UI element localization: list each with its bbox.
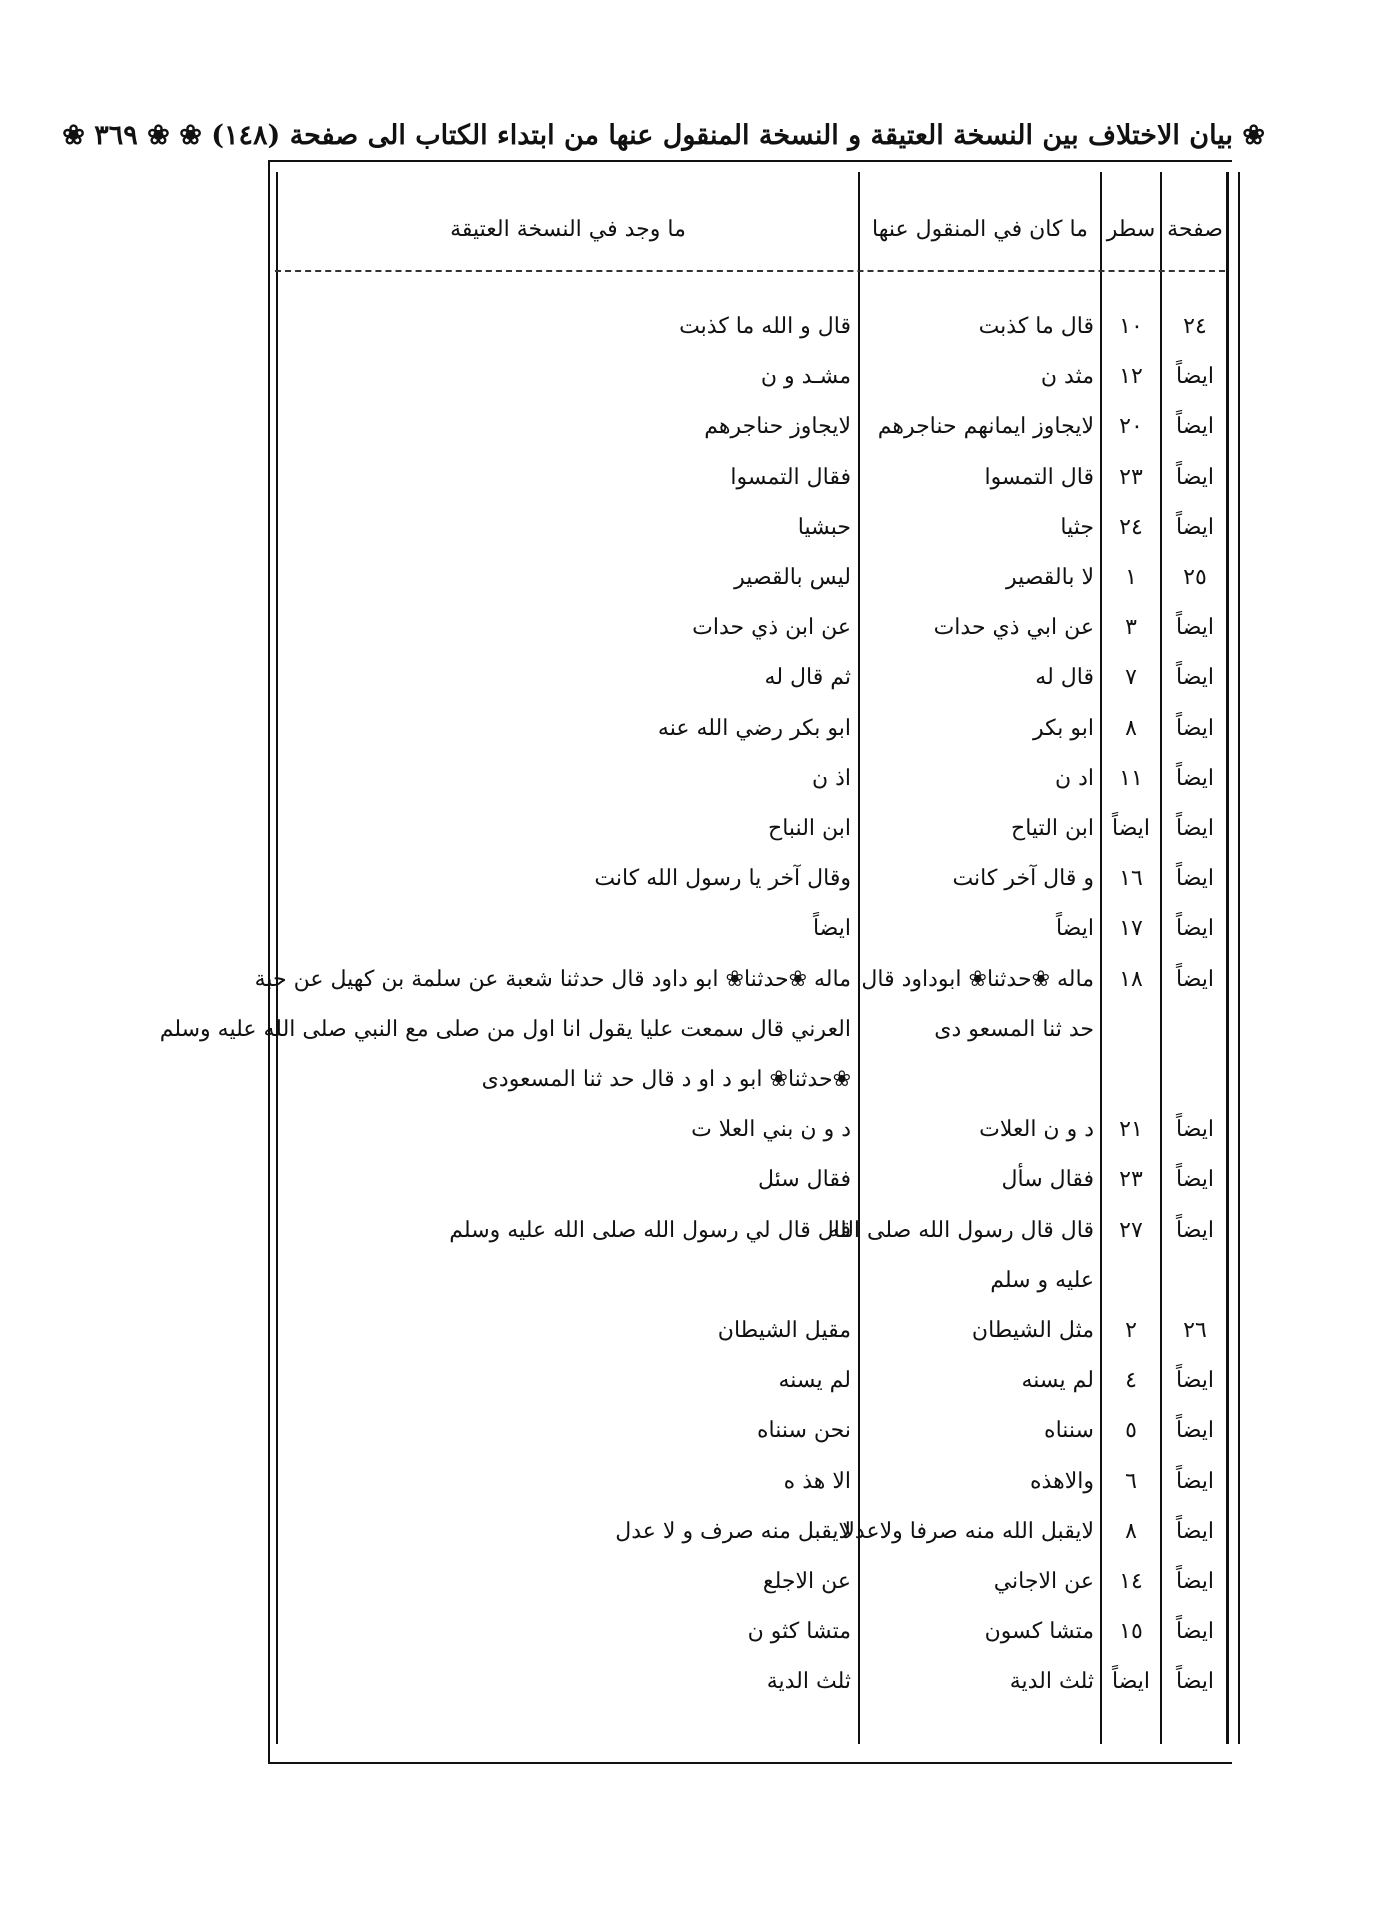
table-row: [0, 555, 1385, 601]
page-cell: ايضاً: [1175, 1569, 1215, 1594]
line-cell: ٢٤: [1119, 514, 1143, 540]
copy-text-cell: قال ما كذبت: [978, 314, 1094, 339]
original-text-cell: ابن النباح: [768, 816, 851, 841]
table-row: [0, 856, 1385, 902]
page-cell: ايضاً: [1175, 1468, 1215, 1494]
line-cell: ٧: [1125, 665, 1137, 691]
original-text-cell: وقال آخر يا رسول الله كانت: [594, 866, 851, 892]
original-text-cell: عن ابن ذي حدات: [692, 615, 851, 641]
table-row: [0, 1258, 1385, 1304]
line-cell: ٤: [1125, 1368, 1137, 1394]
page-cell: ٢٦: [1183, 1318, 1207, 1343]
line-cell: [1102, 1057, 1160, 1103]
original-text-cell: نحن سنناه: [756, 1418, 851, 1444]
line-cell: ايضاً: [1111, 816, 1151, 841]
line-cell: ١٨: [1119, 966, 1143, 992]
page-cell: ايضاً: [1175, 866, 1215, 892]
line-cell: ١٧: [1119, 916, 1143, 942]
copy-text-cell: قال قال رسول الله صلى الله: [828, 1217, 1094, 1243]
original-text-cell: ماله ❀حدثنا❀ ابو داود قال حدثنا شعبة عن سلمة بن كهيل عن حبة: [254, 966, 851, 992]
column-header-original: ما وجد في النسخة العتيقة: [450, 217, 686, 242]
copy-text-cell: د و ن العلات: [979, 1117, 1094, 1143]
column-header-page: صفحة: [1167, 217, 1223, 242]
table-row: [0, 1358, 1385, 1404]
table-row: [0, 1308, 1385, 1354]
page-cell: ايضاً: [1175, 514, 1215, 540]
original-text-cell: مقيل الشيطان: [717, 1318, 851, 1343]
line-cell: ١١: [1119, 765, 1143, 791]
table-row: [0, 1559, 1385, 1605]
header-divider: [275, 270, 1225, 272]
line-cell: ٢٧: [1119, 1217, 1143, 1243]
page-cell: ٢٤: [1183, 314, 1207, 339]
table-row: [0, 354, 1385, 400]
original-text-cell: الا هذ ه: [783, 1468, 851, 1494]
page-cell: [1165, 1007, 1225, 1053]
original-text-cell: العرني قال سمعت عليا يقول انا اول من صلى مع النبي صلى الله عليه وسلم: [159, 1016, 851, 1042]
original-text-cell: ليس بالقصير: [734, 565, 851, 590]
column-header-copy: ما كان في المنقول عنها: [872, 217, 1088, 242]
line-cell: ٦: [1125, 1468, 1137, 1494]
line-cell: ٨: [1125, 1518, 1137, 1544]
original-text-cell: اذ ن: [811, 765, 851, 791]
original-text-cell: قال و الله ما كذبت: [679, 314, 851, 339]
copy-text-cell: قال التمسوا: [984, 464, 1094, 490]
table-row: [0, 706, 1385, 752]
table-row: [0, 1659, 1385, 1705]
page-cell: ايضاً: [1175, 1117, 1215, 1143]
line-cell: ٣: [1125, 615, 1137, 641]
page-cell: ايضاً: [1175, 1217, 1215, 1243]
table-row: [0, 1107, 1385, 1153]
line-cell: ٥: [1125, 1418, 1137, 1444]
page-cell: [1165, 1258, 1225, 1304]
line-cell: ١٥: [1119, 1619, 1143, 1645]
page-cell: ايضاً: [1175, 1669, 1215, 1695]
copy-text-cell: عن الاجاني: [993, 1569, 1094, 1594]
copy-text-cell: ابن التياح: [1011, 816, 1094, 841]
copy-text-cell: فقال سأل: [1001, 1167, 1094, 1193]
original-text-cell: مشـد و ن: [760, 364, 851, 390]
original-text-cell: فقال سئل: [757, 1167, 851, 1193]
original-text-cell: لايقبل منه صرف و لا عدل: [615, 1518, 851, 1544]
original-text-cell: متشا كثو ن: [747, 1619, 851, 1645]
table-row: [0, 404, 1385, 450]
copy-text-cell: لايجاوز ايمانهم حناجرهم: [877, 414, 1094, 440]
table-row: [0, 1509, 1385, 1555]
copy-text-cell: [860, 1057, 1098, 1103]
table-row: [0, 505, 1385, 551]
line-cell: ٨: [1125, 715, 1137, 741]
line-cell: ٢٣: [1119, 1167, 1143, 1193]
copy-text-cell: قال له: [1035, 665, 1094, 691]
table-row: [0, 455, 1385, 501]
page-cell: ايضاً: [1175, 665, 1215, 691]
table-row: [0, 1208, 1385, 1254]
line-cell: ايضاً: [1111, 1669, 1151, 1695]
page-header: ❀ بيان الاختلاف بين النسخة العتيقة و النسخة المنقول عنها من ابتداء الكتاب الى صفحة (١٤٨) ❀ ❀ ٣٦٩ ❀: [62, 120, 1265, 151]
page-cell: [1165, 1057, 1225, 1103]
page-cell: ايضاً: [1175, 364, 1215, 390]
column-header-line: سطر: [1106, 217, 1156, 242]
line-cell: ٢٠: [1119, 414, 1143, 440]
original-text-cell: د و ن بني العلا ت: [691, 1117, 851, 1143]
table-row: [0, 906, 1385, 952]
original-text-cell: [275, 1258, 855, 1304]
copy-text-cell: مثل الشيطان: [971, 1318, 1094, 1343]
table-row: [0, 1157, 1385, 1203]
line-cell: ٢٣: [1119, 464, 1143, 490]
copy-text-cell: ايضاً: [1055, 916, 1094, 942]
copy-text-cell: متشا كسون: [984, 1619, 1094, 1645]
original-text-cell: ثم قال له: [764, 665, 851, 691]
copy-text-cell: ابو بكر: [1032, 715, 1094, 741]
line-cell: ١٦: [1119, 866, 1143, 892]
line-cell: [1102, 1007, 1160, 1053]
line-cell: [1102, 1258, 1160, 1304]
original-text-cell: قال قال لي رسول الله صلى الله عليه وسلم: [449, 1217, 851, 1243]
copy-text-cell: اد ن: [1054, 765, 1094, 791]
original-text-cell: عن الاجلع: [762, 1569, 851, 1594]
line-cell: ١٢: [1119, 364, 1143, 390]
page-cell: ايضاً: [1175, 1518, 1215, 1544]
table-row: [0, 806, 1385, 852]
table-row: [0, 605, 1385, 651]
original-text-cell: ابو بكر رضي الله عنه: [657, 715, 851, 741]
table-row: [0, 1007, 1385, 1053]
copy-text-cell: والاهذه: [1030, 1468, 1094, 1494]
copy-text-cell: عن ابي ذي حدات: [933, 615, 1094, 641]
copy-text-cell: ماله ❀حدثنا❀ ابوداود قال: [861, 966, 1094, 992]
copy-text-cell: لا بالقصير: [1005, 565, 1094, 590]
copy-text-cell: لايقبل الله منه صرفا ولاعدلا: [842, 1518, 1094, 1544]
original-text-cell: لم يسنه: [778, 1368, 851, 1394]
page-cell: ايضاً: [1175, 916, 1215, 942]
table-row: [0, 1057, 1385, 1103]
copy-text-cell: حد ثنا المسعو دى: [934, 1016, 1094, 1042]
page-cell: ايضاً: [1175, 1418, 1215, 1444]
copy-text-cell: و قال آخر كانت: [952, 866, 1094, 892]
original-text-cell: لايجاوز حناجرهم: [704, 414, 851, 440]
line-cell: ١: [1125, 565, 1137, 590]
table-row: [0, 1609, 1385, 1655]
copy-text-cell: سنناه: [1044, 1418, 1094, 1444]
line-cell: ٢١: [1119, 1117, 1143, 1143]
table-row: [0, 304, 1385, 350]
copy-text-cell: لم يسنه: [1021, 1368, 1094, 1394]
table-row: [0, 1459, 1385, 1505]
page-cell: ايضاً: [1175, 1167, 1215, 1193]
page-cell: ايضاً: [1175, 966, 1215, 992]
page-cell: ايضاً: [1175, 816, 1215, 841]
copy-text-cell: مثد ن: [1040, 364, 1094, 390]
original-text-cell: فقال التمسوا: [730, 464, 851, 490]
page-cell: ايضاً: [1175, 715, 1215, 741]
page-cell: ايضاً: [1175, 1368, 1215, 1394]
page-cell: ٢٥: [1183, 565, 1207, 590]
line-cell: ١٠: [1119, 314, 1143, 339]
page-cell: ايضاً: [1175, 615, 1215, 641]
table-row: [0, 655, 1385, 701]
page-cell: ايضاً: [1175, 1619, 1215, 1645]
table-row: [0, 1408, 1385, 1454]
page-cell: ايضاً: [1175, 414, 1215, 440]
page-cell: ايضاً: [1175, 464, 1215, 490]
page-cell: ايضاً: [1175, 765, 1215, 791]
original-text-cell: حبشيا: [797, 514, 851, 540]
original-text-cell: ايضاً: [812, 916, 851, 942]
original-text-cell: ثلث الدية: [766, 1669, 851, 1695]
original-text-cell: ❀حدثنا❀ ابو د او د قال حد ثنا المسعودى: [481, 1067, 851, 1092]
copy-text-cell: جثيا: [1060, 514, 1094, 540]
copy-text-cell: عليه و سلم: [990, 1267, 1094, 1293]
line-cell: ٢: [1125, 1318, 1137, 1343]
table-row: [0, 756, 1385, 802]
copy-text-cell: ثلث الدية: [1009, 1669, 1094, 1695]
table-row: [0, 957, 1385, 1003]
line-cell: ١٤: [1119, 1569, 1143, 1594]
